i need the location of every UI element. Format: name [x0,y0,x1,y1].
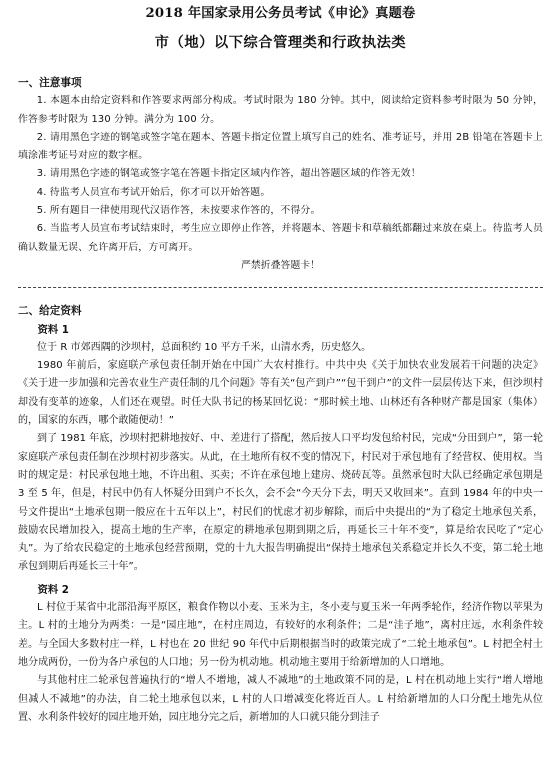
material-paragraph: 到了 1981 年底，沙坝村把耕地按好、中、差进行了搭配，然后按人口平均发包给村民，完成“分田到户”，第一轮家庭联产承包责任制在沙坝村初步落实。从此，在土地所有权不变的情况下，村民对于承包地有了经营权、使用权。当时的规定是：村民承包地土地，不许出租、买卖；不许在承包地上建房、烧砖瓦等。虽然承包时大队已经确定承包期是 3 至 5 年，但是，村民中仍有人怀疑分田到户不长久，会不会“今天分下去，明天又收回来”。直到 1984 年的中央一号文件提出“土地承包期一般应在十五年以上”，村民们的忧虑才初步解除，而后中央提出的“为了稳定土地承包关系，鼓励农民增加投入，提高土地的生产率，在原定的耕地承包期到期之后，再延长三十年不变”，算是给农民吃了“定心丸”。为了给农民稳定的土地承包经营预期，党的十九大报告明确提出“保持土地承包关系稳定并长久不变，第二轮土地承包到期后再延长三十年”。 [18,433,543,573]
notice-item: 5. 所有题目一律使用现代汉语作答，未按要求作答的，不得分。 [36,205,321,217]
notice-item: 4. 待监考人员宣布考试开始后，你才可以开始答题。 [36,186,271,198]
material-paragraph: 位于 R 市郊西隅的沙坝村，总面积约 10 平方千米，山清水秀，历史悠久。 [37,341,372,353]
notice-item: 1. 本题本由给定资料和作答要求两部分构成。考试时限为 180 分钟。其中，阅读给定资料参考时限为 50 分钟，作答参考时限为 130 分钟。满分为 100 分。 [18,95,543,125]
notice-heading: 一、注意事项 [18,77,82,89]
materials-heading: 二、给定资料 [18,305,82,318]
notice-section [18,74,543,275]
section-divider [18,287,543,288]
notice-item: 6. 当监考人员宣布考试结束时，考生应立即停止作答，并将题本、答题卡和草稿纸都翻过来放在桌上。待监考人员确认数量无误、允许离开后，方可离开。 [18,223,543,253]
exam-subtitle: 市（地）以下综合管理类和行政执法类 [154,35,407,51]
notice-warning: 严禁折叠答题卡！ [240,259,320,271]
material-paragraph: L 村位于某省中北部沿海平原区，粮食作物以小麦、玉米为主，冬小麦与夏玉米一年两季轮作，经济作物以苹果为主。L 村的土地分为两类：一是“园庄地”，在村庄周边，有较好的水利条件；二是“洼子地”，离村庄远，水利条件较差。与全国大多数村庄一样，L 村也在 20 世纪 90 年代中后期根据当时的政策完成了“二轮土地承包”。L 村把全村土地分成两份，一份为各户承包的人口地；另一份为机动地。机动地主要用于给新增加的人口增地。 [18,602,543,668]
material-1-title: 资料 1 [37,323,69,336]
material-paragraph: 1980 年前后，家庭联产承包责任制开始在中国广大农村推行。中共中央《关于加快农业发展若干问题的决定》《关于进一步加强和完善农业生产责任制的几个问题》等有关“包产到户”“包干到户”的文件一层层传达下来，但沙坝村却没有变革的迹象，人们还在观望。时任大队书记的杨某回忆说：“那时候土地、山林还有各种财产都是国家（集体）的，国家的东西，哪个敢随便动！” [18,360,543,427]
notice-item: 3. 请用黑色字迹的钢笔或签字笔在答题卡指定区域内作答，超出答题区域的作答无效！ [36,168,421,180]
material-2-title: 资料 2 [37,583,69,596]
material-paragraph: 与其他村庄二轮承包普遍执行的“增人不增地，减人不减地”的土地政策不同的是，L 村在机动地上实行“增人增地但减人不减地”的办法，自二轮土地承包以来，L 村的人口增减变化将近百人。L 村给新增加的人口分配土地先从位置、水利条件较好的园庄地开始，园庄地分完之后，新增加的人口就只能分到洼子 [18,675,543,723]
notice-item: 2. 请用黑色字迹的钢笔或签字笔在题本、答题卡指定位置上填写自己的姓名、准考证号，并用 2B 铅笔在答题卡上填涂准考证号对应的数字框。 [18,131,543,162]
exam-title: 2018 年国家录用公务员考试《申论》真题卷 [145,6,416,21]
materials-section [18,302,543,727]
